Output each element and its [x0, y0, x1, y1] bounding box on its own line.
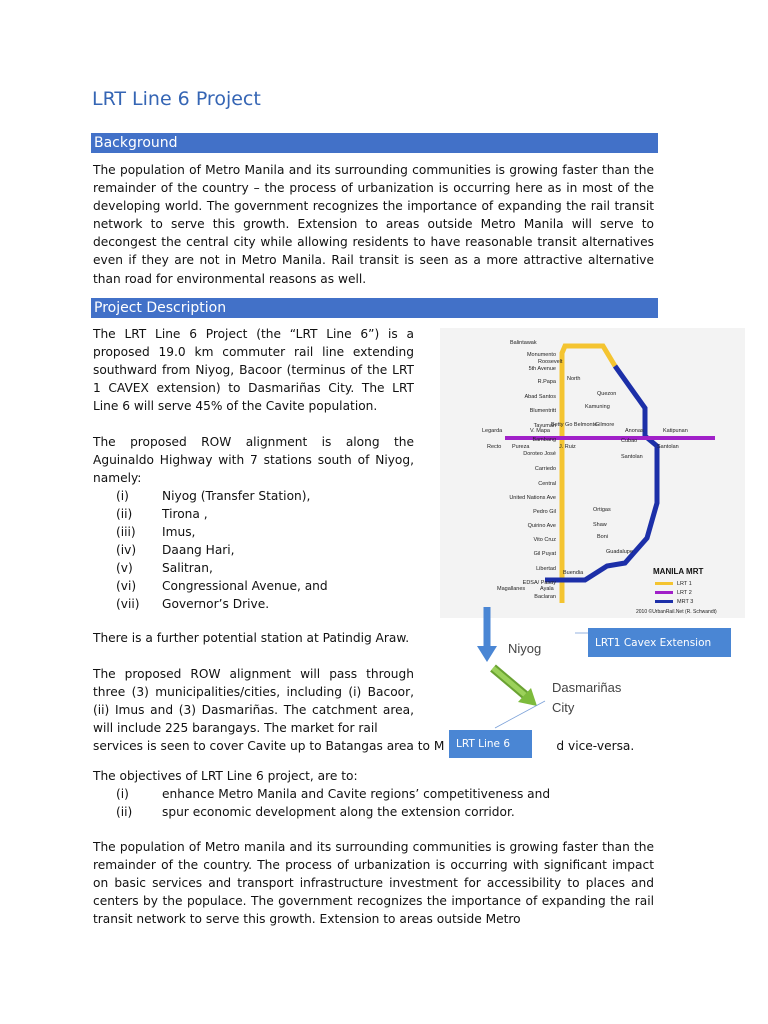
row-alignment-paragraph: The proposed ROW alignment is along the Aguinaldo Highway with 7 stations south of Niyog, namely: [93, 435, 414, 486]
dasmarinas-label-line2: City [552, 700, 575, 715]
list-number: (v) [116, 561, 133, 575]
legend-swatch-mrt3 [655, 600, 673, 603]
station-label: Boni [597, 534, 609, 540]
list-number: (iv) [116, 543, 137, 557]
station-label: Monumento [526, 352, 556, 358]
alignment-tail-text: d vice-versa. [556, 739, 635, 753]
station-label: Blumentritt [529, 408, 556, 414]
list-number: (vii) [116, 597, 140, 611]
station-label: Recto [487, 444, 502, 450]
station-label: Quezon [597, 391, 617, 397]
section-heading-project-description: Project Description [91, 298, 658, 318]
list-number: (ii) [116, 507, 133, 521]
callout-lrt-line6: LRT Line 6 [449, 730, 532, 758]
station-label: R.Papa [537, 379, 556, 385]
rail-map-figure [425, 328, 755, 758]
project-intro-paragraph: The LRT Line 6 Project (the “LRT Line 6”) is a proposed 19.0 km commuter rail line extending southward from Niyog, Bacoor (terminus of the LRT 1 CAVEX extension) to Dasmariñas City. The LRT Line 6 will serve 45% of the Cavite population. [93, 327, 414, 414]
further-station-paragraph: There is a further potential station at Patindig Araw. [93, 631, 410, 645]
station-name: Imus, [162, 525, 196, 539]
list-number: (ii) [116, 805, 133, 819]
station-label: Abad Santos [524, 394, 556, 400]
list-item [116, 577, 328, 595]
line6-arrow-inner [493, 668, 525, 695]
station-label: Ayala [540, 586, 554, 592]
station-label: United Nations Ave [509, 495, 556, 501]
station-label: Pedro Gil [533, 509, 556, 515]
station-name: Daang Hari, [162, 543, 235, 557]
list-item [116, 523, 328, 541]
callout-cavex-extension: LRT1 Cavex Extension [588, 628, 731, 657]
list-number: (iii) [116, 525, 136, 539]
station-label: Bambang [532, 437, 556, 443]
station-label: Carriedo [534, 466, 556, 472]
page-title: LRT Line 6 Project [92, 88, 261, 110]
section-heading-background: Background [91, 133, 658, 153]
station-label: Katipunan [663, 428, 688, 434]
list-number: (i) [116, 787, 129, 801]
station-label: Gil Puyat [533, 551, 556, 557]
list-item [116, 595, 328, 613]
station-label: Betty Go Belmonte [551, 422, 598, 428]
station-label: Shaw [593, 522, 607, 528]
station-label: Anonas [625, 428, 644, 434]
station-label: North [567, 376, 581, 382]
station-list [116, 487, 328, 613]
list-item [116, 803, 550, 821]
map-legend-title: MANILA MRT [653, 567, 704, 576]
station-label: Magallanes [497, 586, 526, 592]
station-label: Santolan [657, 444, 679, 450]
manila-rail-map [425, 328, 755, 758]
station-label: Libertad [536, 566, 556, 572]
station-name: Tirona , [162, 507, 208, 521]
legend-swatch-lrt2 [655, 591, 673, 594]
station-label: Ortigas [593, 507, 611, 513]
list-item [116, 505, 328, 523]
closing-paragraph: The population of Metro manila and its surrounding communities is growing faster than the remainder of the country. The process of urbanization is occurring with significant impact on basic services and transport infrastructure investment for accessibility to places and centers by the populace. The government recognizes the importance of expanding the rail transit network to serve this growth. Extension to areas outside Metro [93, 840, 654, 927]
station-label: Legarda [482, 428, 503, 434]
list-item [116, 559, 328, 577]
list-number: (vi) [116, 579, 137, 593]
station-label: Quirino Ave [527, 523, 556, 529]
cavex-arrow-head [477, 646, 497, 662]
list-item [116, 487, 328, 505]
station-label: Baclaran [534, 594, 556, 600]
objective-text: spur economic development along the extension corridor. [162, 805, 515, 819]
list-number: (i) [116, 489, 129, 503]
station-label: Santolan [621, 454, 643, 460]
station-label: EDSA/ Pasay [522, 580, 556, 586]
station-label: Kamuning [585, 404, 610, 410]
legend-label-lrt2: LRT 2 [677, 590, 692, 596]
objectives-intro: The objectives of LRT Line 6 project, are to: [93, 769, 358, 783]
alignment-last-text: services is seen to cover Cavite up to Batangas area to M [93, 739, 445, 753]
station-label: J. Ruiz [559, 444, 576, 450]
map-credit: 2010 ©UrbanRail.Net (R. Schwandt) [636, 609, 717, 615]
station-label: Pureza [512, 444, 530, 450]
station-name: Governor’s Drive. [162, 597, 270, 611]
dasmarinas-label-line1: Dasmariñas [552, 680, 622, 695]
line6-callout-leader [495, 701, 545, 728]
legend-label-lrt1: LRT 1 [677, 581, 692, 587]
objective-text: enhance Metro Manila and Cavite regions’ competitiveness and [162, 787, 551, 801]
station-name: Niyog (Transfer Station), [162, 489, 311, 503]
station-label: Tayuman [533, 423, 556, 429]
station-label: V. Mapa [530, 428, 550, 434]
station-label: Buendia [563, 570, 584, 576]
station-label-balintawak: Balintawak [510, 340, 537, 346]
niyog-label: Niyog [508, 641, 542, 656]
station-label: Vito Cruz [533, 537, 556, 543]
alignment-paragraph: The proposed ROW alignment will pass through three (3) municipalities/cities, including (i) Bacoor, (ii) Imus and (3) Dasmariñas. The catchment area, will include 225 barangays. The market for rail [93, 667, 414, 736]
station-label: Central [538, 481, 556, 487]
station-label: Cubao [621, 438, 638, 444]
list-item [116, 541, 328, 559]
objectives-list [116, 785, 550, 821]
station-label: Gilmore [595, 422, 615, 428]
legend-swatch-lrt1 [655, 582, 673, 585]
list-item [116, 785, 550, 803]
station-label: 5th Avenue [528, 366, 556, 372]
background-paragraph: The population of Metro Manila and its surrounding communities is growing faster than the remainder of the country – the process of urbanization is occurring here as in most of the developing world. The government recognizes the importance of expanding the rail transit network to serve this growth. Extension to areas outside Metro Manila will serve to decongest the central city while allowing residents to have reasonable transit alternatives even if they are not in Metro Manila. Rail transit is seen as a more attractive alternative than road for environmental reasons as well. [93, 163, 654, 286]
station-name: Congressional Avenue, and [162, 579, 328, 593]
station-label: Guadalupe [606, 549, 633, 555]
station-label-roosevelt: Roosevelt [538, 359, 563, 365]
station-name: Salitran, [162, 561, 213, 575]
legend-label-mrt3: MRT 3 [677, 599, 694, 605]
station-label: Doroteo José [523, 451, 556, 457]
